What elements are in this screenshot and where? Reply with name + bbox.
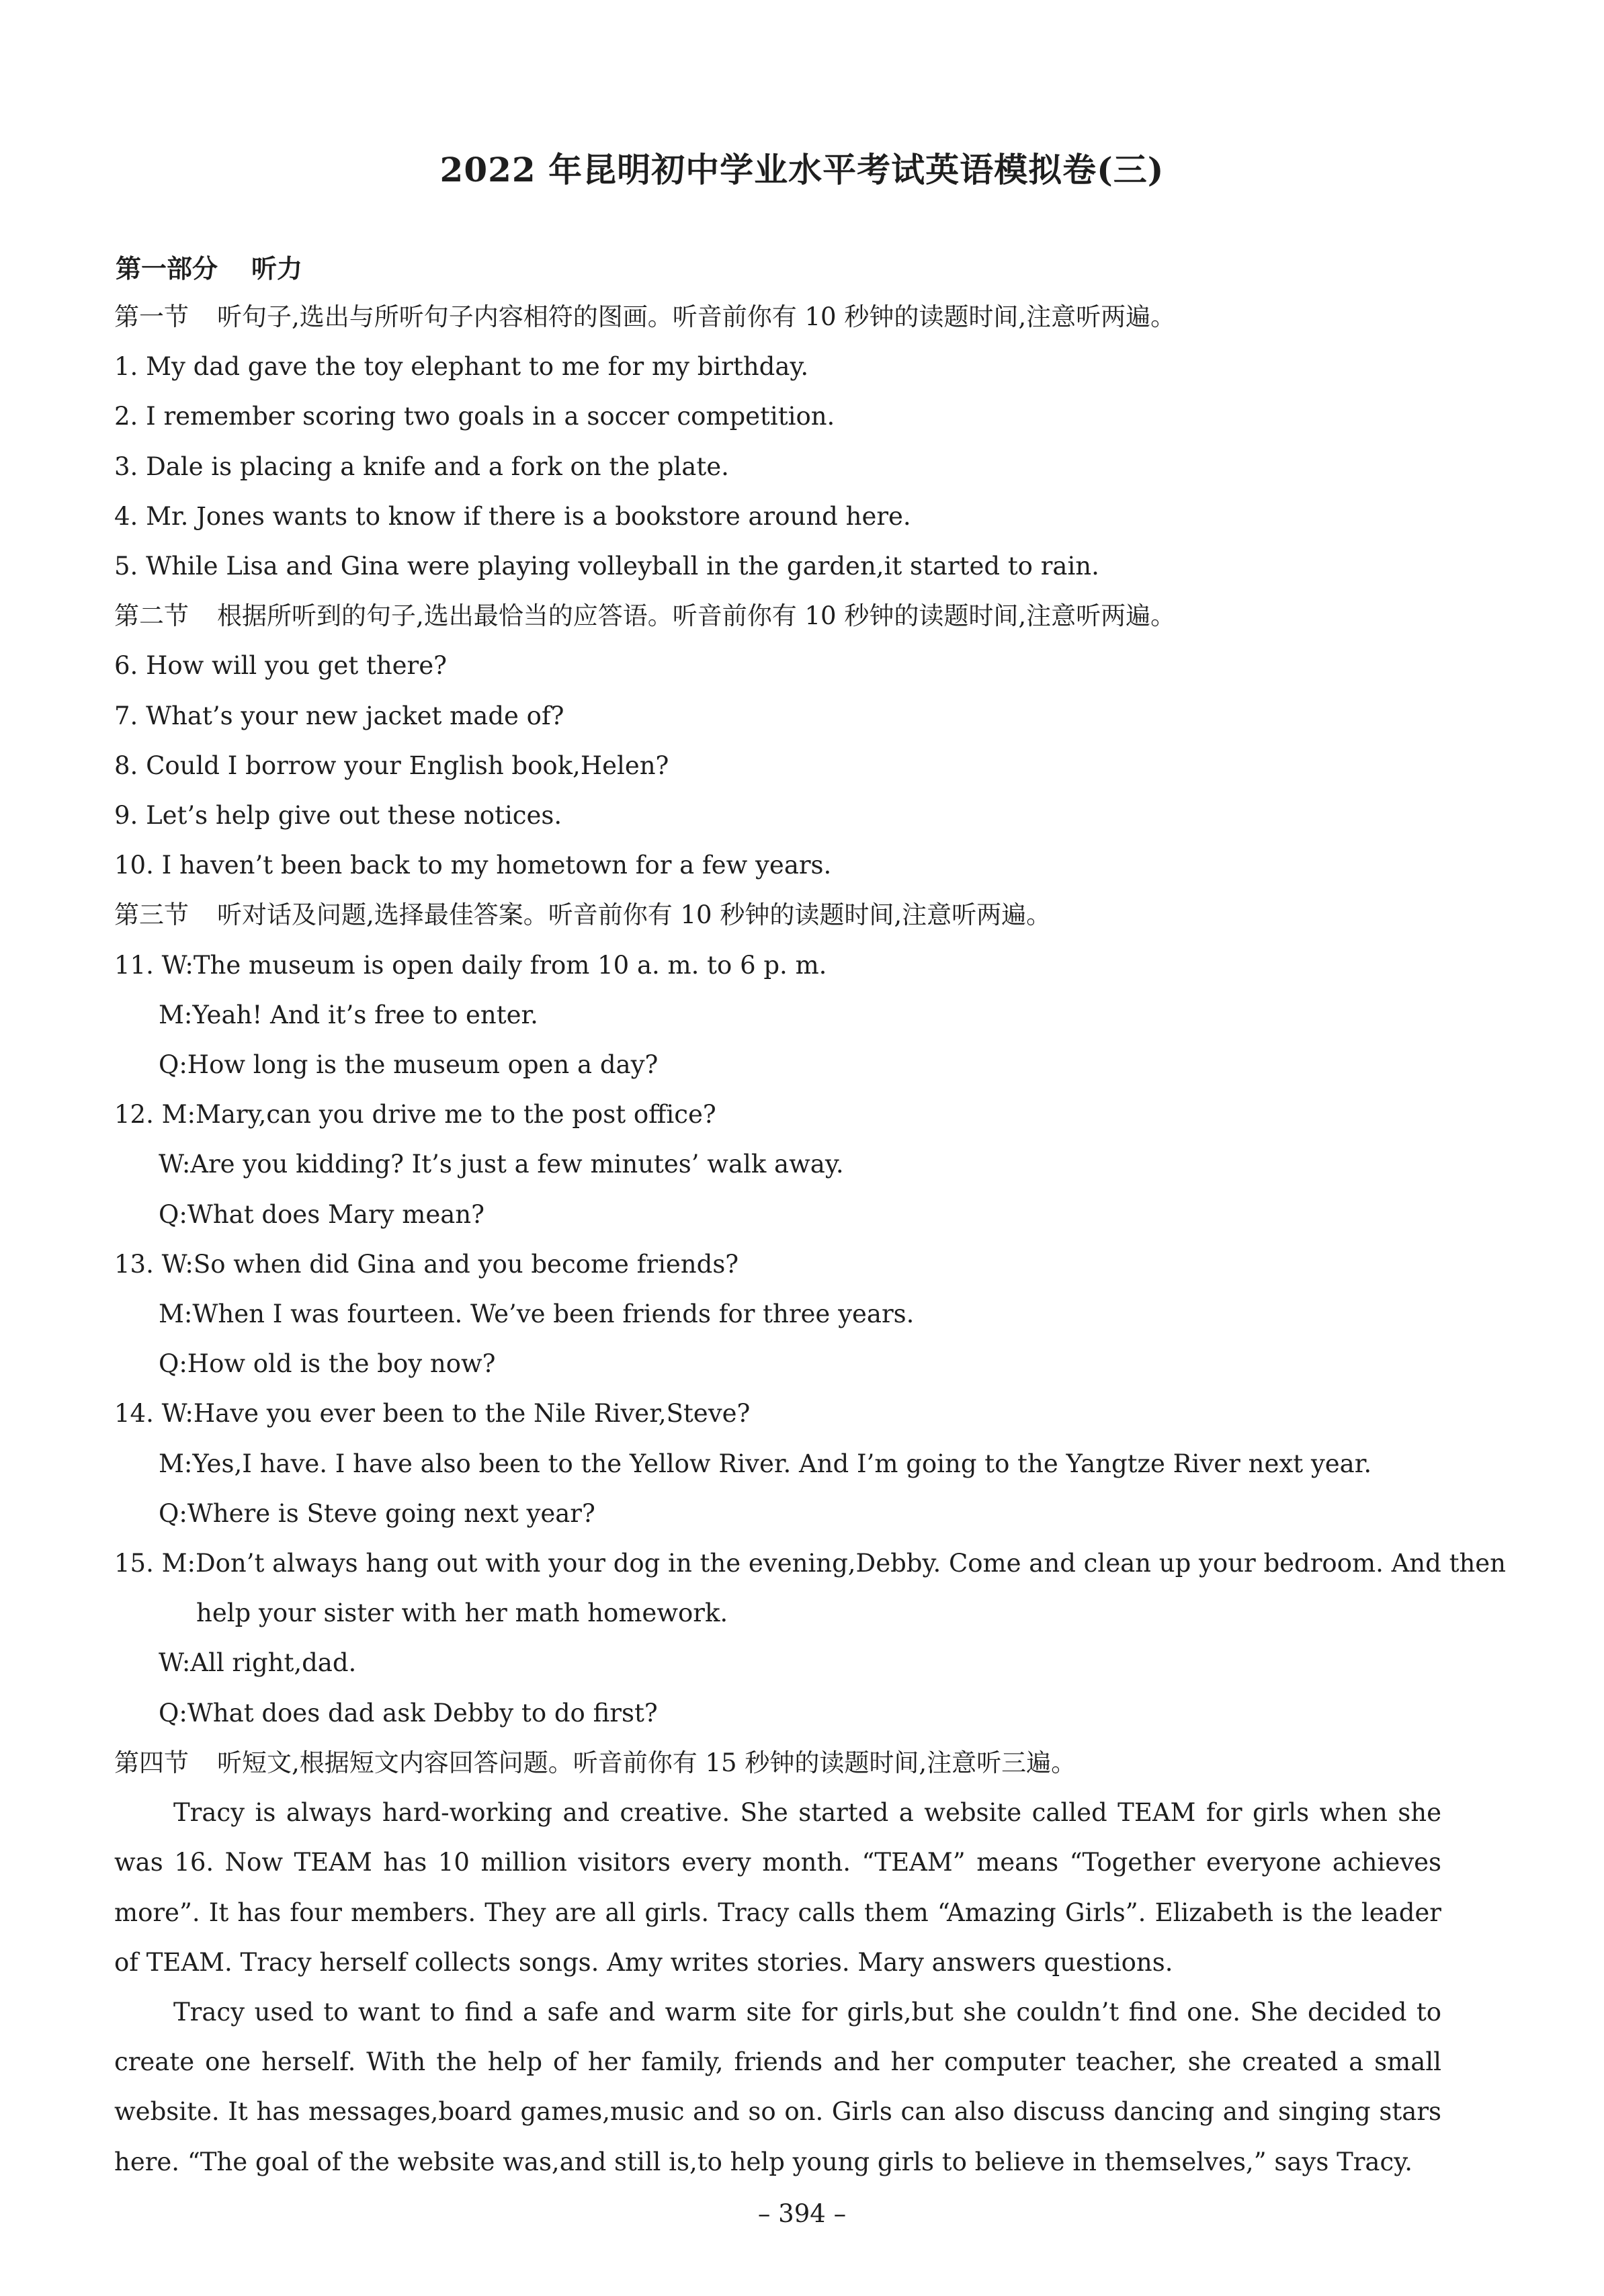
section-4-instruction bbox=[114, 1738, 1441, 1788]
page-number: – 394 – bbox=[757, 2199, 847, 2228]
question-line: 3. Dale is placing a knife and a fork on the plate. bbox=[114, 452, 729, 481]
section-1-instruction bbox=[114, 292, 1441, 342]
dialogue-line: 13. W:So when did Gina and you become friends? bbox=[114, 1249, 739, 1279]
dialogue-line: 11. W:The museum is open daily from 10 a. m. to 6 p. m. bbox=[114, 950, 827, 980]
question-line: 5. While Lisa and Gina were playing volleyball in the garden,it started to rain. bbox=[114, 552, 1099, 581]
part-label: 第一部分 bbox=[116, 253, 218, 284]
dialogue-line: M:Yes,I have. I have also been to the Yellow River. And I’m going to the Yangtze River next year. bbox=[159, 1449, 1372, 1478]
dialogue-line: 15. M:Don’t always hang out with your dog in the evening,Debby. Come and clean up your bedroom. And then bbox=[114, 1549, 1507, 1578]
section-2-instruction bbox=[114, 591, 1441, 641]
dialogue-question: Q:What does dad ask Debby to do first? bbox=[159, 1698, 658, 1728]
section-label: 第二节 bbox=[114, 601, 189, 631]
question-line: 2. I remember scoring two goals in a soccer competition. bbox=[114, 402, 835, 431]
section-label: 第四节 bbox=[114, 1748, 189, 1777]
section-label: 第三节 bbox=[114, 900, 189, 930]
question-line: 8. Could I borrow your English book,Helen? bbox=[114, 751, 669, 780]
question-line: 4. Mr. Jones wants to know if there is a bookstore around here. bbox=[114, 501, 911, 531]
question-line: 6. How will you get there? bbox=[114, 651, 447, 681]
dialogue-line: 12. M:Mary,can you drive me to the post office? bbox=[114, 1100, 716, 1130]
part-heading bbox=[116, 249, 302, 289]
section-3-instruction bbox=[114, 890, 1441, 940]
question-line: 10. I haven’t been back to my hometown for a few years. bbox=[114, 851, 832, 880]
section-instruction: 根据所听到的句子,选出最恰当的应答语。听音前你有 10 秒钟的读题时间,注意听两遍。 bbox=[217, 601, 1176, 631]
dialogue-line: M:When I was fourteen. We’ve been friends for three years. bbox=[159, 1300, 915, 1329]
question-line: 1. My dad gave the toy elephant to me for my birthday. bbox=[114, 352, 809, 382]
dialogue-line: 14. W:Have you ever been to the Nile River,Steve? bbox=[114, 1399, 751, 1429]
section-label: 第一节 bbox=[114, 302, 189, 331]
dialogue-question: Q:How old is the boy now? bbox=[159, 1349, 496, 1379]
dialogue-line-continued: help your sister with her math homework. bbox=[196, 1599, 728, 1628]
exam-title: 2022 年昆明初中学业水平考试英语模拟卷(三) bbox=[439, 150, 1165, 189]
section-instruction: 听句子,选出与所听句子内容相符的图画。听音前你有 10 秒钟的读题时间,注意听两遍。 bbox=[217, 302, 1176, 331]
dialogue-question: Q:How long is the museum open a day? bbox=[159, 1050, 659, 1080]
passage-paragraph-2: Tracy used to want to find a safe and warm site for girls,but she couldn’t find one. She decided to create one herself. With the help of her family, friends and her computer teacher, she created a small website. It has messages,board games,music and so on. Girls can also discuss dancing and singing stars here. “The goal of the website was,and still is,to help young girls to believe in themselves,” says Tracy. bbox=[114, 1997, 1441, 2176]
question-line: 9. Let’s help give out these notices. bbox=[114, 801, 562, 831]
question-line: 7. What’s your new jacket made of? bbox=[114, 701, 564, 730]
listening-content bbox=[114, 292, 1507, 2187]
dialogue-question: Q:What does Mary mean? bbox=[159, 1199, 484, 1229]
part-name: 听力 bbox=[251, 253, 303, 284]
dialogue-line: W:Are you kidding? It’s just a few minutes’ walk away. bbox=[159, 1150, 844, 1179]
passage-paragraph-1: Tracy is always hard-working and creative. She started a website called TEAM for girls when she was 16. Now TEAM has 10 million visitors every month. “TEAM” means “Together everyone achieves more”. It has four members. They are all girls. Tracy calls them “Amazing Girls”. Elizabeth is the leader of TEAM. Tracy herself collects songs. Amy writes stories. Mary answers questions. bbox=[114, 1798, 1441, 1977]
section-instruction: 听对话及问题,选择最佳答案。听音前你有 10 秒钟的读题时间,注意听两遍。 bbox=[217, 900, 1052, 930]
dialogue-line: W:All right,dad. bbox=[159, 1648, 357, 1678]
dialogue-line: M:Yeah! And it’s free to enter. bbox=[159, 1000, 538, 1029]
section-instruction: 听短文,根据短文内容回答问题。听音前你有 15 秒钟的读题时间,注意听三遍。 bbox=[217, 1748, 1077, 1777]
dialogue-question: Q:Where is Steve going next year? bbox=[159, 1498, 595, 1528]
